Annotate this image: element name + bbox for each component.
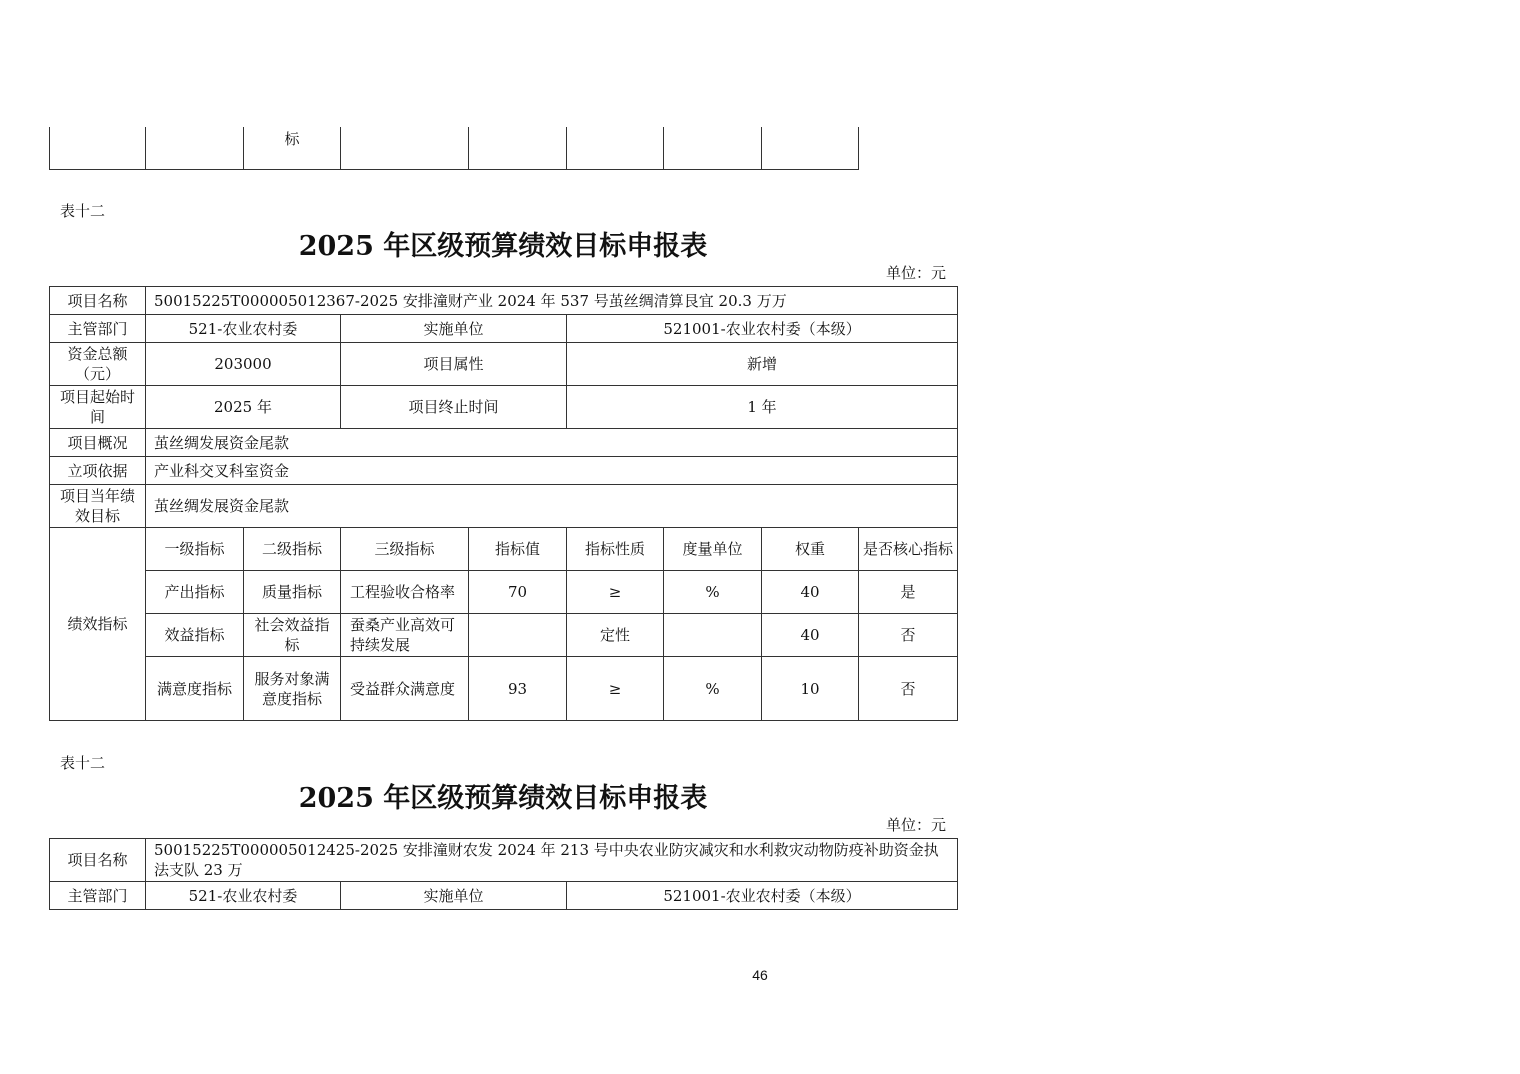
table-title: 2025 年区级预算绩效目标申报表 <box>298 783 708 814</box>
fragment-cell <box>146 127 244 169</box>
table-row <box>50 614 958 657</box>
cell <box>469 614 567 657</box>
cell: 效益指标 <box>146 614 244 657</box>
column-header: 指标值 <box>469 528 567 571</box>
cell: 10 <box>762 657 859 721</box>
cell: 是 <box>859 571 958 614</box>
field-label: 主管部门 <box>50 882 146 910</box>
field-label: 项目起始时间 <box>50 386 146 429</box>
cell: ≥ <box>567 571 664 614</box>
field-label: 实施单位 <box>341 882 567 910</box>
cell <box>664 614 762 657</box>
field-label: 项目终止时间 <box>341 386 567 429</box>
field-label: 主管部门 <box>50 315 146 343</box>
table-row <box>50 571 958 614</box>
dept-value: 521-农业农村委 <box>146 882 341 910</box>
previous-table-fragment <box>49 127 958 170</box>
budget-table-2 <box>49 838 958 910</box>
cell: 产出指标 <box>146 571 244 614</box>
field-label: 实施单位 <box>341 315 567 343</box>
cell: 40 <box>762 571 859 614</box>
unit-label: 单位：元 <box>885 264 946 282</box>
goal-value: 茧丝绸发展资金尾款 <box>146 485 958 528</box>
field-label: 项目概况 <box>50 429 146 457</box>
cell: 蚕桑产业高效可持续发展 <box>341 614 469 657</box>
cell: 受益群众满意度 <box>341 657 469 721</box>
cell: 工程验收合格率 <box>341 571 469 614</box>
column-header: 二级指标 <box>244 528 341 571</box>
field-label: 资金总额（元） <box>50 343 146 386</box>
table-label: 表十二 <box>60 754 106 772</box>
column-header: 一级指标 <box>146 528 244 571</box>
cell: % <box>664 571 762 614</box>
fragment-cell: 标 <box>244 127 341 169</box>
column-header: 三级指标 <box>341 528 469 571</box>
cell: 40 <box>762 614 859 657</box>
cell: 服务对象满意度指标 <box>244 657 341 721</box>
field-label: 立项依据 <box>50 457 146 485</box>
column-header: 指标性质 <box>567 528 664 571</box>
cell: 质量指标 <box>244 571 341 614</box>
fragment-cell <box>50 127 146 169</box>
cell: 满意度指标 <box>146 657 244 721</box>
field-label: 项目属性 <box>341 343 567 386</box>
column-header: 是否核心指标 <box>859 528 958 571</box>
table-row <box>50 657 958 721</box>
project-name-value: 50015225T000005012425-2025 安排潼财农发 2024 年 213 号中央农业防灾减灾和水利救灾动物防疫补助资金执法支队 23 万 <box>146 839 958 882</box>
project-name-value: 50015225T000005012367-2025 安排潼财产业 2024 年 537 号茧丝绸清算艮宜 20.3 万万 <box>146 287 958 315</box>
cell: 社会效益指标 <box>244 614 341 657</box>
fragment-cell <box>341 127 469 169</box>
attr-value: 新增 <box>567 343 958 386</box>
cell: ≥ <box>567 657 664 721</box>
cell: 否 <box>859 657 958 721</box>
column-header: 度量单位 <box>664 528 762 571</box>
end-value: 1 年 <box>567 386 958 429</box>
basis-value: 产业科交叉科室资金 <box>146 457 958 485</box>
table-title: 2025 年区级预算绩效目标申报表 <box>298 231 708 262</box>
column-header: 权重 <box>762 528 859 571</box>
budget-table-1 <box>49 286 958 721</box>
field-label: 项目当年绩效目标 <box>50 485 146 528</box>
impl-value: 521001-农业农村委（本级） <box>567 315 958 343</box>
table-label: 表十二 <box>60 202 106 220</box>
fragment-cell <box>664 127 762 169</box>
fragment-cell <box>762 127 859 169</box>
field-label: 项目名称 <box>50 287 146 315</box>
unit-label: 单位：元 <box>885 816 946 834</box>
overview-value: 茧丝绸发展资金尾款 <box>146 429 958 457</box>
cell: 否 <box>859 614 958 657</box>
perf-label: 绩效指标 <box>50 528 146 721</box>
cell: % <box>664 657 762 721</box>
cell: 70 <box>469 571 567 614</box>
fragment-cell <box>567 127 664 169</box>
cell: 定性 <box>567 614 664 657</box>
start-value: 2025 年 <box>146 386 341 429</box>
dept-value: 521-农业农村委 <box>146 315 341 343</box>
impl-value: 521001-农业农村委（本级） <box>567 882 958 910</box>
field-label: 项目名称 <box>50 839 146 882</box>
fund-value: 203000 <box>146 343 341 386</box>
cell: 93 <box>469 657 567 721</box>
fragment-cell <box>469 127 567 169</box>
page-number: 46 <box>752 967 768 983</box>
